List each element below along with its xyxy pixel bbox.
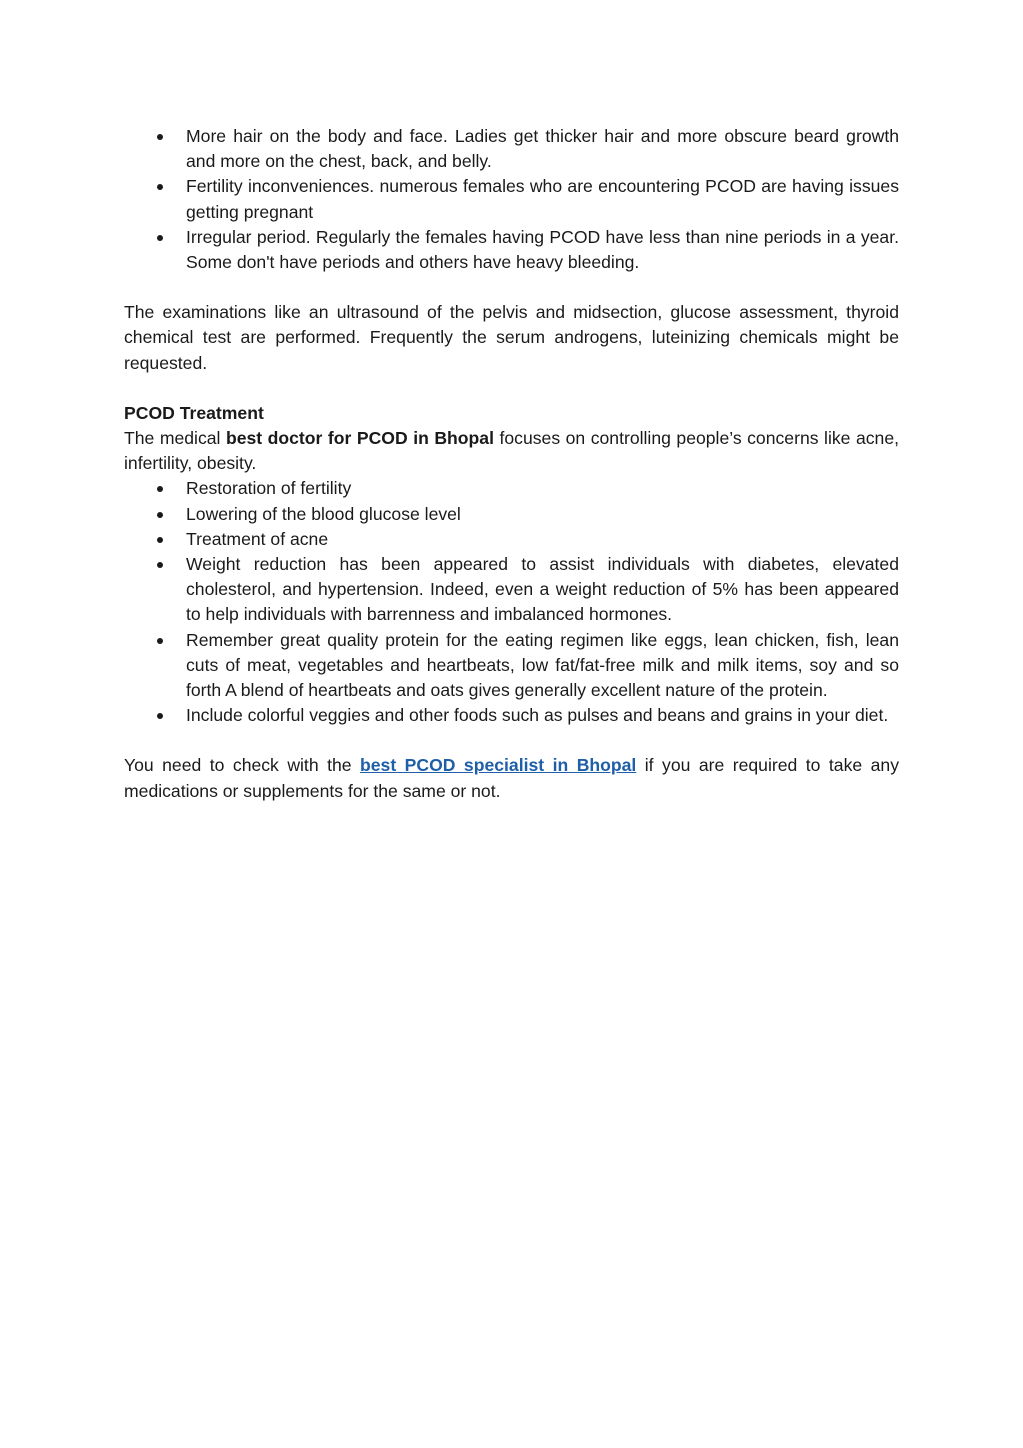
spacer [124, 728, 899, 753]
examinations-paragraph: The examinations like an ultrasound of the pelvis and midsection, glucose assessment, thyroid chemical test are performed. Frequently the serum androgens, luteinizing chemicals might be requested. [124, 302, 899, 373]
list-item: Remember great quality protein for the eating regimen like eggs, lean chicken, fish, lean cuts of meat, vegetables and heartbeats, low fat/fat-free milk and milk items, soy and so forth A blend of heartbeats and oats gives generally excellent nature of the protein. [124, 628, 899, 704]
treatment-intro-start: The medical [124, 428, 226, 449]
specialist-link[interactable]: best PCOD specialist in Bhopal [360, 755, 637, 776]
list-item: Lowering of the blood glucose level [124, 502, 899, 527]
spacer [124, 275, 899, 300]
treatment-intro-end: focuses on controlling people’s concerns like acne, infertility, obesity. [124, 428, 899, 474]
closing-end: if you are required to take any medications or supplements for the same or not. [124, 755, 899, 801]
list-item: Include colorful veggies and other foods such as pulses and beans and grains in your diet. [124, 703, 899, 728]
list-item: More hair on the body and face. Ladies get thicker hair and more obscure beard growth and more on the chest, back, and belly. [124, 124, 899, 174]
symptom-list [124, 124, 899, 275]
closing-start: You need to check with the [124, 755, 360, 776]
list-item: Restoration of fertility [124, 476, 899, 501]
list-item: Fertility inconveniences. numerous females who are encountering PCOD are having issues getting pregnant [124, 174, 899, 224]
treatment-intro-keyword: best doctor for PCOD in Bhopal [225, 428, 494, 449]
list-item: Treatment of acne [124, 527, 899, 552]
treatment-heading: PCOD Treatment [124, 402, 264, 423]
treatment-intro [124, 426, 899, 476]
closing-paragraph [124, 753, 899, 803]
spacer [124, 376, 899, 401]
treatment-list [124, 476, 899, 728]
document-page [124, 124, 899, 804]
list-item: Irregular period. Regularly the females having PCOD have less than nine periods in a year. Some don't have periods and others have heavy bleeding. [124, 225, 899, 275]
list-item: Weight reduction has been appeared to assist individuals with diabetes, elevated cholesterol, and hypertension. Indeed, even a weight reduction of 5% has been appeared to help individuals with barrenness and imbalanced hormones. [124, 552, 899, 628]
